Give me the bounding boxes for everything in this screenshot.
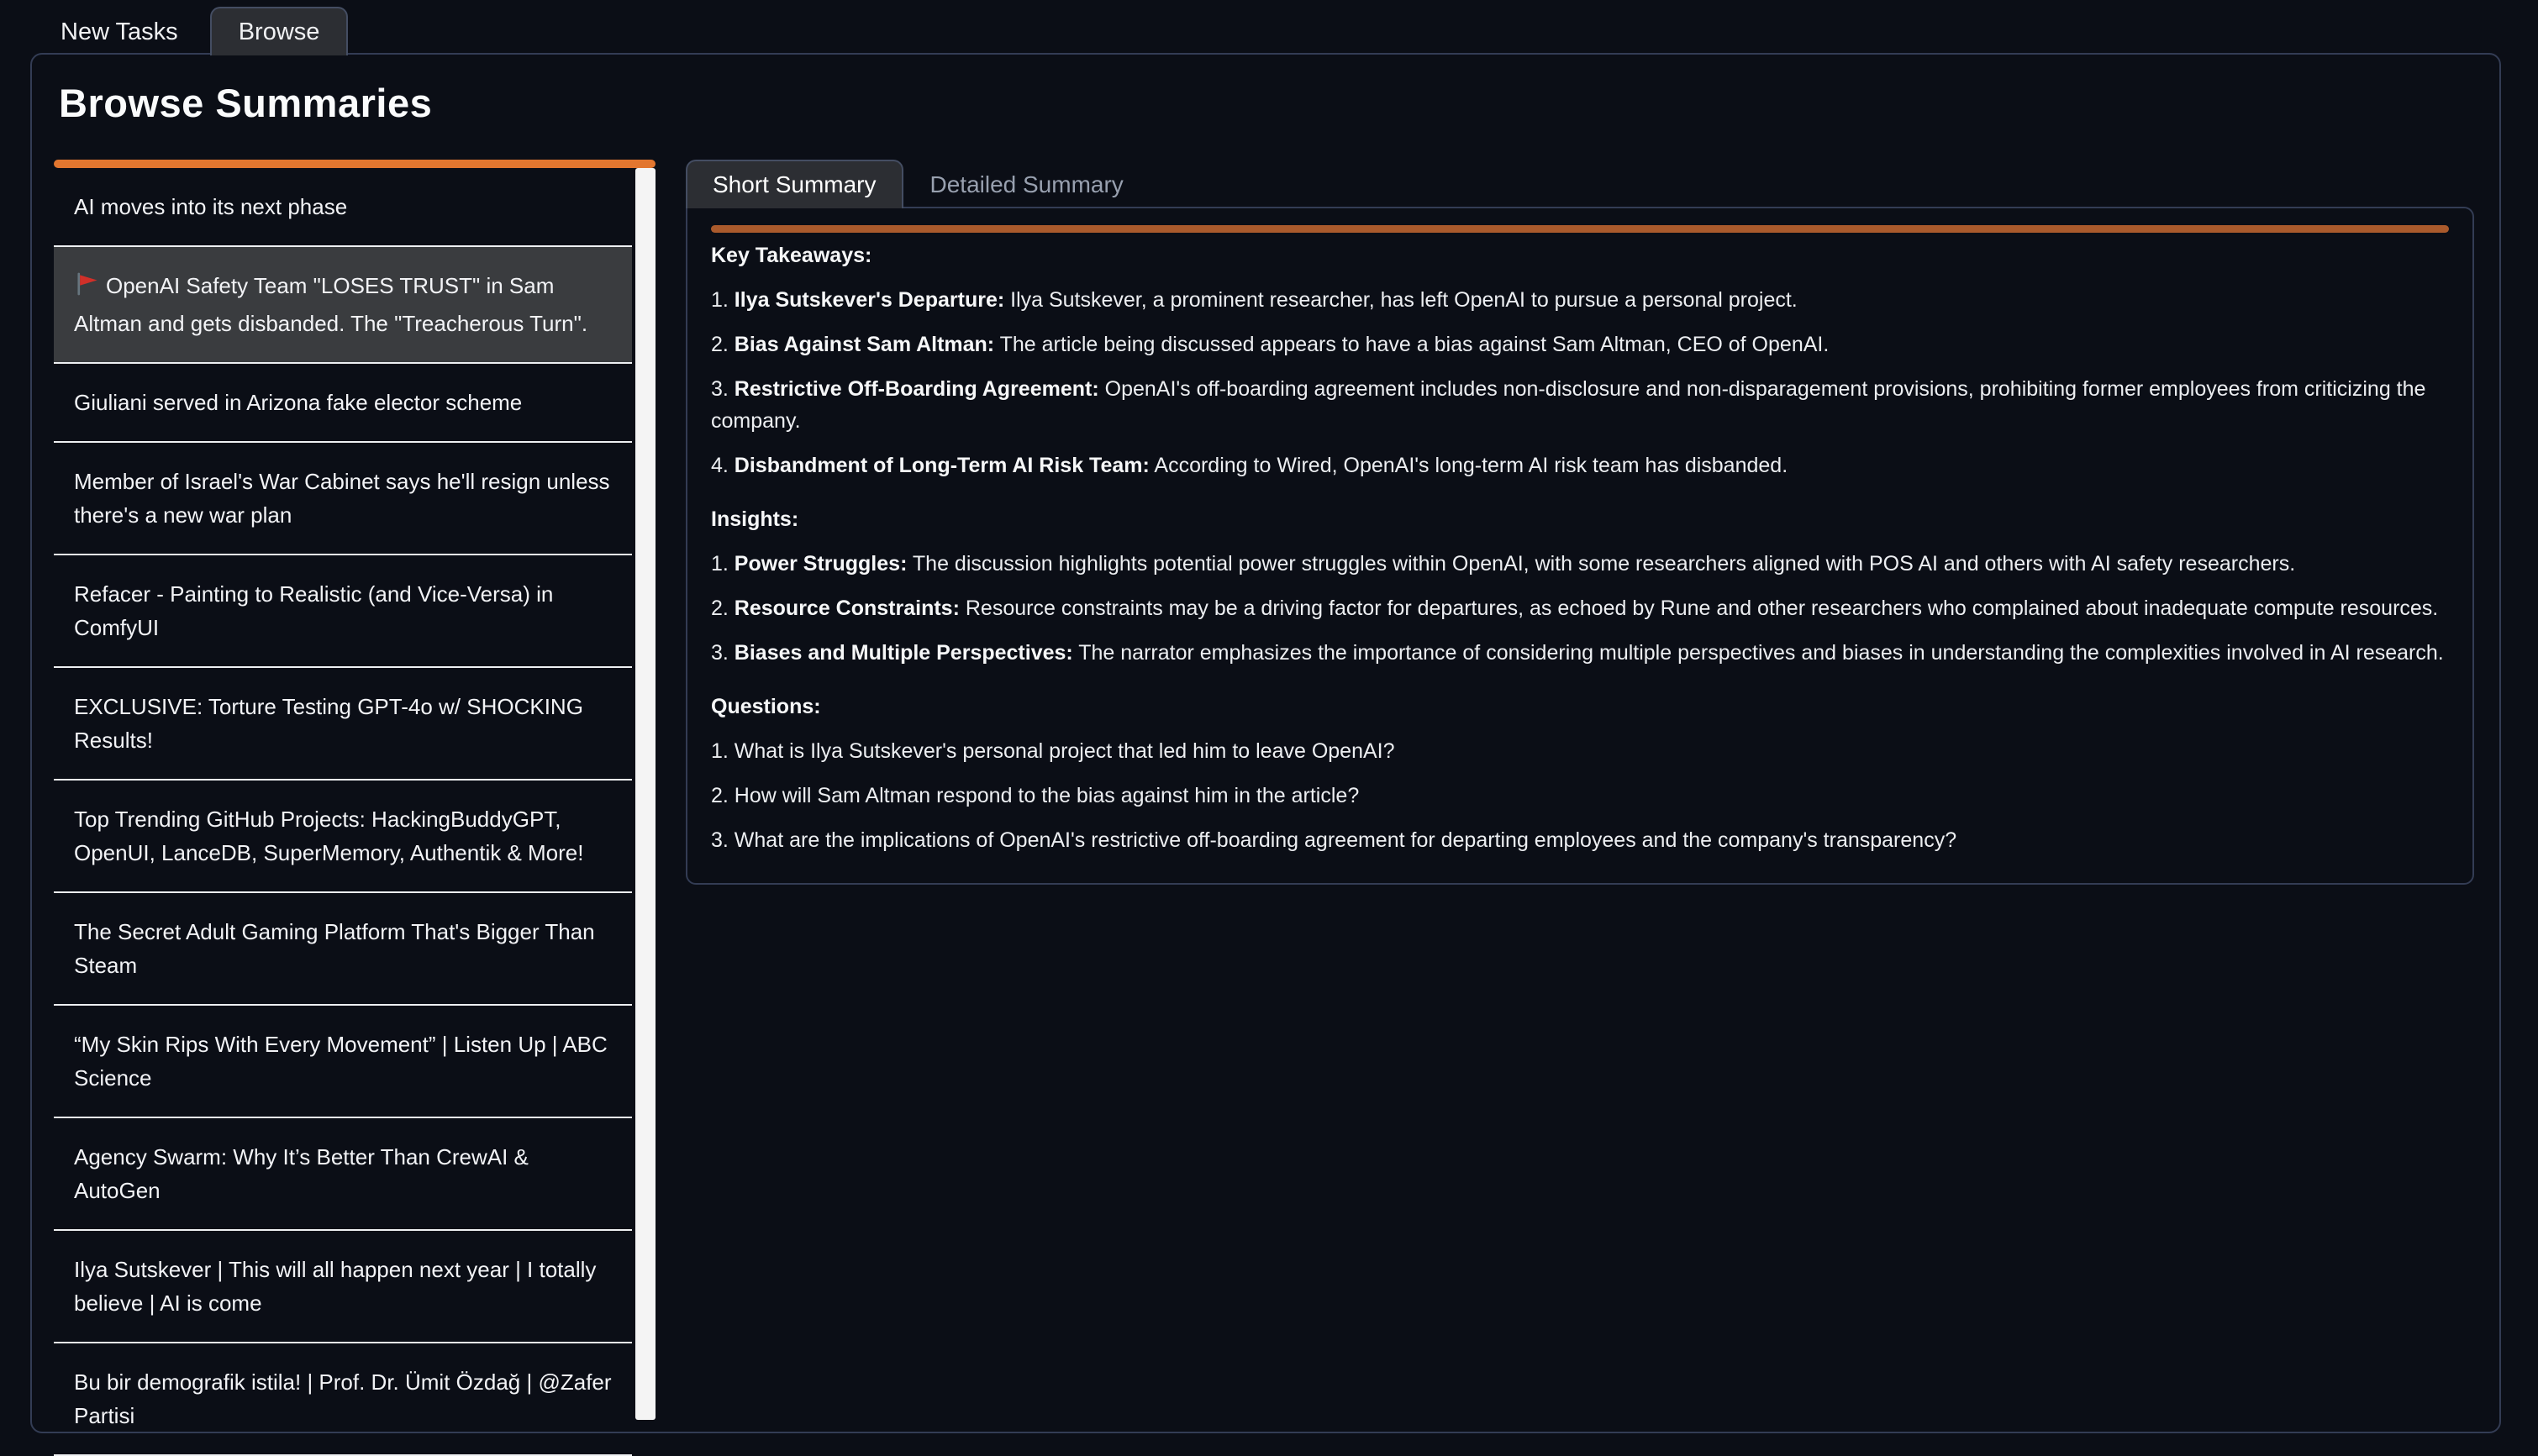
content-accent-rule [711, 225, 2449, 233]
point-lead: Power Struggles: [734, 552, 908, 576]
point-number: 2. [711, 333, 735, 356]
point-lead: Ilya Sutskever's Departure: [734, 288, 1005, 312]
point-text: Resource constraints may be a driving factor for departures, as echoed by Rune and other researchers who complained about inadequate compute resources. [965, 597, 2439, 620]
point-lead: Biases and Multiple Perspectives: [734, 641, 1073, 665]
summary-content [686, 207, 2474, 885]
point-lead: Bias Against Sam Altman: [734, 333, 995, 356]
section-heading: Questions: [711, 695, 821, 718]
list-item[interactable] [54, 668, 632, 781]
list-item[interactable] [54, 781, 632, 893]
point-number: 1. [711, 288, 735, 312]
list-item-label: Refacer - Painting to Realistic (and Vice-Versa) in ComfyUI [74, 581, 554, 640]
list-item-label: Top Trending GitHub Projects: HackingBuddyGPT, OpenUI, LanceDB, SuperMemory, Authentik & More! [74, 807, 584, 865]
summaries-sidebar [54, 160, 656, 1432]
list-item[interactable] [54, 1231, 632, 1343]
list-item[interactable] [54, 1118, 632, 1231]
point-lead: Disbandment of Long-Term AI Risk Team: [734, 454, 1150, 477]
list-item[interactable] [54, 247, 632, 364]
sidebar-accent-bar [54, 160, 656, 168]
list-item-label: EXCLUSIVE: Torture Testing GPT-4o w/ SHOCKING Results! [74, 694, 583, 753]
list-item-label: AI moves into its next phase [74, 194, 348, 219]
section-heading: Insights: [711, 507, 799, 531]
point-lead: Resource Constraints: [734, 597, 960, 620]
list-item-label: Giuliani served in Arizona fake elector scheme [74, 390, 523, 415]
sidebar-body [54, 168, 656, 1432]
sidebar-scrollbar[interactable] [635, 168, 656, 1420]
summary-panel [686, 160, 2474, 1432]
point-number: 2. [711, 597, 735, 620]
point-text: What is Ilya Sutskever's personal project that led him to leave OpenAI? [734, 739, 1395, 763]
summary-sections [711, 239, 2449, 856]
list-item[interactable] [54, 364, 632, 443]
list-item[interactable] [54, 168, 632, 247]
summary-tab-bar [686, 160, 2474, 208]
summary-point [711, 373, 2449, 437]
list-item-label: Ilya Sutskever | This will all happen next year | I totally believe | AI is come [74, 1257, 597, 1316]
list-item[interactable] [54, 443, 632, 555]
list-item-label: Member of Israel's War Cabinet says he'll resign unless there's a new war plan [74, 469, 610, 528]
point-number: 3. [711, 377, 735, 401]
summary-point [711, 592, 2449, 624]
list-item[interactable] [54, 1006, 632, 1118]
tab-short-summary[interactable]: Short Summary [686, 160, 903, 208]
red-flag-icon [74, 271, 101, 307]
tab-detailed-summary[interactable]: Detailed Summary [929, 171, 1124, 197]
point-text: According to Wired, OpenAI's long-term AI risk team has disbanded. [1154, 454, 1788, 477]
summary-point [711, 449, 2449, 481]
point-text: What are the implications of OpenAI's restrictive off-boarding agreement for departing employees and the company's transparency? [734, 828, 1957, 852]
summary-point [711, 780, 2449, 812]
section-heading: Key Takeaways: [711, 244, 872, 267]
summaries-list [54, 168, 632, 1428]
list-item-label: The Secret Adult Gaming Platform That's Bigger Than Steam [74, 919, 595, 978]
list-item[interactable] [54, 893, 632, 1006]
list-item-label: OpenAI Safety Team "LOSES TRUST" in Sam Altman and gets disbanded. The "Treacherous Turn". [74, 273, 588, 336]
point-number: 1. [711, 552, 735, 576]
point-number: 2. [711, 784, 735, 807]
summary-point [711, 735, 2449, 767]
point-text: How will Sam Altman respond to the bias against him in the article? [734, 784, 1360, 807]
point-text: OpenAI's off-boarding agreement includes non-disclosure and non-disparagement provisions, prohibiting former employees from criticizing the company. [711, 377, 2426, 433]
main-container [30, 53, 2501, 1433]
list-item[interactable] [54, 555, 632, 668]
point-number: 1. [711, 739, 735, 763]
top-tab-bar [32, 7, 348, 55]
tab-new-tasks[interactable]: New Tasks [61, 18, 178, 45]
summary-point [711, 824, 2449, 856]
list-item-label: Agency Swarm: Why It’s Better Than CrewAI & AutoGen [74, 1144, 529, 1203]
point-number: 4. [711, 454, 735, 477]
page-title: Browse Summaries [59, 81, 433, 125]
point-text: The article being discussed appears to have a bias against Sam Altman, CEO of OpenAI. [999, 333, 1830, 356]
summary-point [711, 548, 2449, 580]
summary-point [711, 637, 2449, 669]
point-number: 3. [711, 828, 735, 852]
list-item-label: “My Skin Rips With Every Movement” | Listen Up | ABC Science [74, 1032, 608, 1091]
point-text: The discussion highlights potential power struggles within OpenAI, with some researchers aligned with POS AI and others with AI safety researchers. [912, 552, 2296, 576]
list-item-label: Bu bir demografik istila! | Prof. Dr. Ümit Özdağ | @Zafer Partisi [74, 1369, 612, 1428]
point-number: 3. [711, 641, 735, 665]
point-text: The narrator emphasizes the importance of considering multiple perspectives and biases in understanding the complexities involved in AI research. [1078, 641, 2444, 665]
content-columns [54, 160, 2474, 1432]
list-item[interactable] [54, 1343, 632, 1456]
summary-point [711, 284, 2449, 316]
point-lead: Restrictive Off-Boarding Agreement: [734, 377, 1099, 401]
summary-point [711, 329, 2449, 360]
point-text: Ilya Sutskever, a prominent researcher, has left OpenAI to pursue a personal project. [1010, 288, 1798, 312]
tab-browse[interactable]: Browse [210, 7, 349, 55]
